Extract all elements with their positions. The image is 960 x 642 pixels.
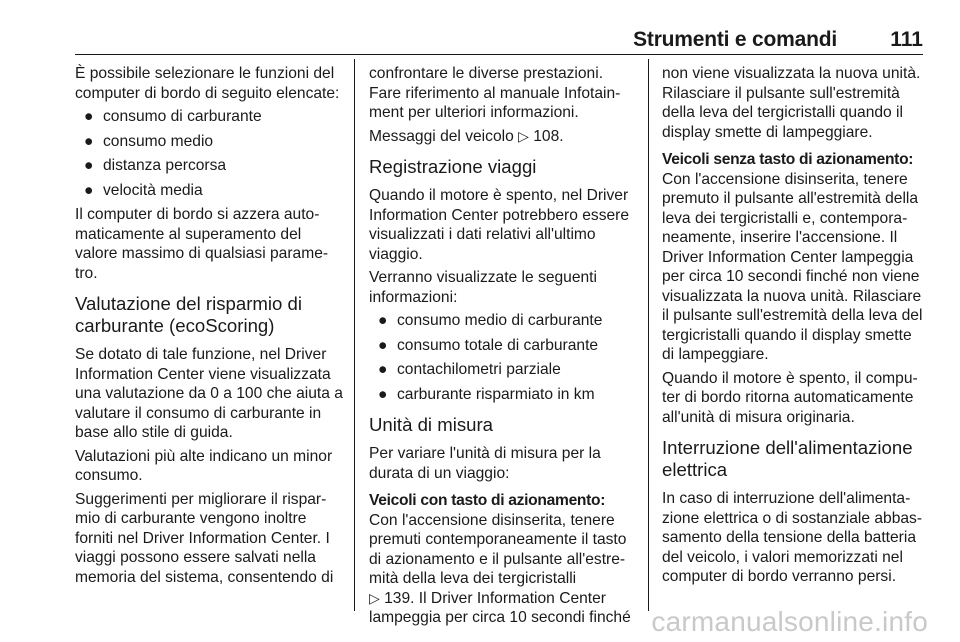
vehicle-messages-ref: Messaggi del veicolo ▷ 108. bbox=[369, 127, 564, 145]
bullet-icon: ● bbox=[378, 361, 388, 378]
column-divider-1 bbox=[354, 59, 355, 611]
bullet-icon: ● bbox=[84, 181, 94, 199]
column-2 bbox=[369, 64, 636, 632]
trip-paragraph-2: Verranno visualizzate le seguenti informazioni: bbox=[369, 269, 597, 306]
page-reference-triangle-icon: ▷ bbox=[369, 589, 380, 606]
bullet-icon: ● bbox=[378, 336, 388, 354]
page-reference-triangle-icon: ▷ bbox=[518, 127, 529, 144]
functions-list bbox=[75, 107, 345, 200]
watermark: carmanualsonline.info bbox=[651, 606, 928, 637]
list-item: ● velocità media bbox=[84, 181, 203, 199]
list-item: ● consumo totale di carburante bbox=[378, 336, 599, 354]
list-item: ● contachilometri parziale bbox=[378, 361, 561, 378]
list-item: ● consumo di carburante bbox=[84, 108, 262, 125]
without-button-paragraph-1: Con l'accensione disinserita, tenere premuto il pulsante all'estremità della leva dei tergicristalli e, contemporaneamente, inserire l'accensione. Il Driver Information Center lampeggia per circa 10 secondi finché non viene visualizzata la nuova unità. Rilasciare il pulsante sull'estremità della leva del tergicristalli quando il display smette di lampeggiare. bbox=[662, 170, 923, 363]
heading-unit: Unità di misura bbox=[369, 414, 494, 435]
list-item: ● carburante risparmiato in km bbox=[378, 385, 595, 403]
column-3 bbox=[662, 64, 928, 591]
page-number: 111 bbox=[890, 28, 923, 51]
power-paragraph: In caso di interruzione dell'alimentazione elettrica o di sostanziale abbassamento della tensione della batteria del veicolo, i valori memorizzati nel computer di bordo verranno persi. bbox=[662, 490, 923, 585]
continued-paragraph: non viene visualizzata la nuova unità. Rilasciare il pulsante sull'estremità della leva del tergicristalli quando il display smette di lampeggiare. bbox=[662, 65, 921, 141]
bullet-icon: ● bbox=[84, 157, 94, 174]
column-1 bbox=[75, 64, 345, 591]
bullet-icon: ● bbox=[84, 132, 94, 150]
header-rule bbox=[75, 54, 923, 55]
reset-paragraph: Il computer di bordo si azzera automaticamente al superamento del valore massimo di qualsiasi parametro. bbox=[75, 206, 329, 282]
heading-power-interruption: Interruzione dell'alimentazione elettrica bbox=[662, 437, 913, 480]
unit-paragraph: Per variare l'unità di misura per la durata di un viaggio: bbox=[369, 445, 601, 482]
trip-paragraph-1: Quando il motore è spento, nel Driver Information Center potrebbero essere visualizzati i dati relativi all'ultimo viaggio. bbox=[369, 187, 630, 263]
eco-paragraph-2: Valutazioni più alte indicano un minor consumo. bbox=[75, 447, 333, 484]
bullet-icon: ● bbox=[84, 108, 94, 125]
bullet-icon: ● bbox=[378, 312, 388, 329]
heading-trip-recording: Registrazione viaggi bbox=[369, 156, 537, 177]
bullet-icon: ● bbox=[378, 385, 388, 403]
heading-ecoscoring: Valutazione del risparmio di carburante (ecoScoring) bbox=[75, 293, 303, 336]
intro-paragraph: È possibile selezionare le funzioni del computer di bordo di seguito elencate: bbox=[75, 65, 340, 102]
without-button-paragraph-2: Quando il motore è spento, il computer di bordo ritorna automaticamente all'unità di misura originaria. bbox=[662, 369, 918, 426]
eco-paragraph-3: Suggerimenti per migliorare il risparmio di carburante vengono inoltre forniti nel Driver Information Center. I viaggi possono essere salvati nella memoria del sistema, consentendo di bbox=[75, 490, 334, 586]
list-item: ● distanza percorsa bbox=[84, 157, 227, 174]
trip-info-list bbox=[369, 311, 636, 404]
subheading-without-button: Veicoli senza tasto di azionamento: bbox=[662, 151, 914, 168]
with-button-paragraph: Con l'accensione disinserita, tenere premuti contemporaneamente il tasto di azionamento e il pulsante all'estremità della leva dei tergicristalli ▷ 139. Il Driver Information Center lampeggia per circa 10 secondi finché bbox=[369, 511, 631, 626]
subheading-with-button: Veicoli con tasto di azionamento: bbox=[369, 492, 606, 509]
eco-paragraph-1: Se dotato di tale funzione, nel Driver Information Center viene visualizzata una valutazione da 0 a 100 che aiuta a valutare il consumo di carburante in base allo stile di guida. bbox=[75, 346, 343, 441]
page-header bbox=[75, 28, 923, 54]
column-divider-2 bbox=[648, 59, 649, 611]
list-item: ● consumo medio di carburante bbox=[378, 312, 603, 329]
continued-paragraph: confrontare le diverse prestazioni. Fare riferimento al manuale Infotainment per ulteriori informazioni. bbox=[369, 65, 621, 121]
list-item: ● consumo medio bbox=[84, 132, 214, 150]
section-title: Strumenti e comandi bbox=[633, 28, 837, 51]
